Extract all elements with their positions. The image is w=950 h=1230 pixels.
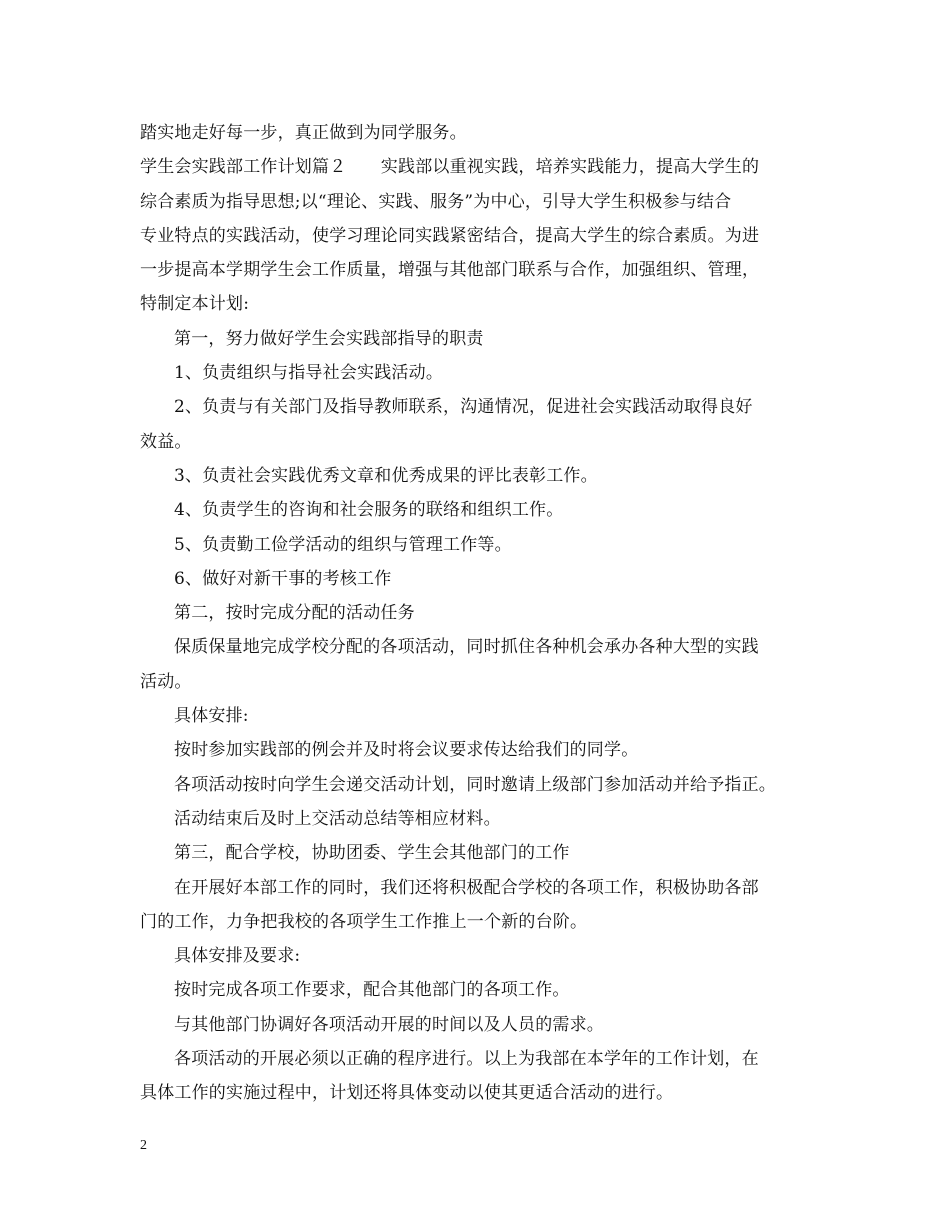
text-line: 踏实地走好每一步，真正做到为同学服务。: [140, 123, 467, 143]
text-line: 学生会实践部工作计划篇２ 实践部以重视实践，培养实践能力，提高大学生的: [140, 157, 760, 178]
text-line: 6、做好对新干事的考核工作: [174, 568, 392, 589]
text-line: 2、负责与有关部门及指导教师联系，沟通情况，促进社会实践活动取得良好: [174, 397, 753, 418]
text-line: 活动结束后及时上交活动总结等相应材料。: [174, 808, 501, 829]
text-line: 专业特点的实践活动，使学习理论同实践紧密结合，提高大学生的综合素质。为进: [140, 225, 760, 246]
text-line: 在开展好本部工作的同时，我们还将积极配合学校的各项工作，积极协助各部: [174, 877, 759, 898]
text-line: 具体安排及要求:: [174, 946, 301, 967]
text-line: 门的工作，力争把我校的各项学生工作推上一个新的台阶。: [140, 911, 588, 932]
document-body: [140, 116, 830, 1111]
text-line: 综合素质为指导思想;以“理论、实践、服务”为中心，引导大学生积极参与结合: [140, 191, 732, 212]
text-line: 各项活动的开展必须以正确的程序进行。以上为我部在本学年的工作计划，在: [174, 1049, 759, 1070]
text-line: 按时完成各项工作要求，配合其他部门的各项工作。: [174, 980, 570, 1001]
text-line: 第二，按时完成分配的活动任务: [174, 603, 415, 624]
text-line: 具体安排:: [174, 706, 249, 727]
text-line: 按时参加实践部的例会并及时将会议要求传达给我们的同学。: [174, 740, 639, 761]
text-line: 1、负责组织与指导社会实践活动。: [174, 363, 444, 384]
text-line: 活动。: [140, 671, 192, 692]
text-line: 各项活动按时向学生会递交活动计划，同时邀请上级部门参加活动并给予指正。: [174, 774, 776, 795]
text-line: 5、负责勤工俭学活动的组织与管理工作等。: [174, 534, 512, 555]
text-line: 特制定本计划:: [140, 294, 250, 315]
text-line: 与其他部门协调好各项活动开展的时间以及人员的需求。: [174, 1014, 604, 1035]
text-line: 4、负责学生的咨询和社会服务的联络和组织工作。: [174, 500, 564, 521]
text-line: 第三，配合学校，协助团委、学生会其他部门的工作: [174, 843, 570, 864]
text-line: 第一，努力做好学生会实践部指导的职责: [174, 328, 484, 349]
text-line: 保质保量地完成学校分配的各项活动，同时抓住各种机会承办各种大型的实践: [174, 637, 759, 658]
text-line: 一步提高本学期学生会工作质量，增强与其他部门联系与合作，加强组织、管理，: [140, 260, 760, 281]
text-line: 具体工作的实施过程中，计划还将具体变动以使其更适合活动的进行。: [140, 1083, 674, 1104]
text-line: 3、负责社会实践优秀文章和优秀成果的评比表彰工作。: [174, 465, 598, 486]
text-line: 效益。: [140, 431, 192, 452]
page-number: 2: [140, 1138, 147, 1153]
